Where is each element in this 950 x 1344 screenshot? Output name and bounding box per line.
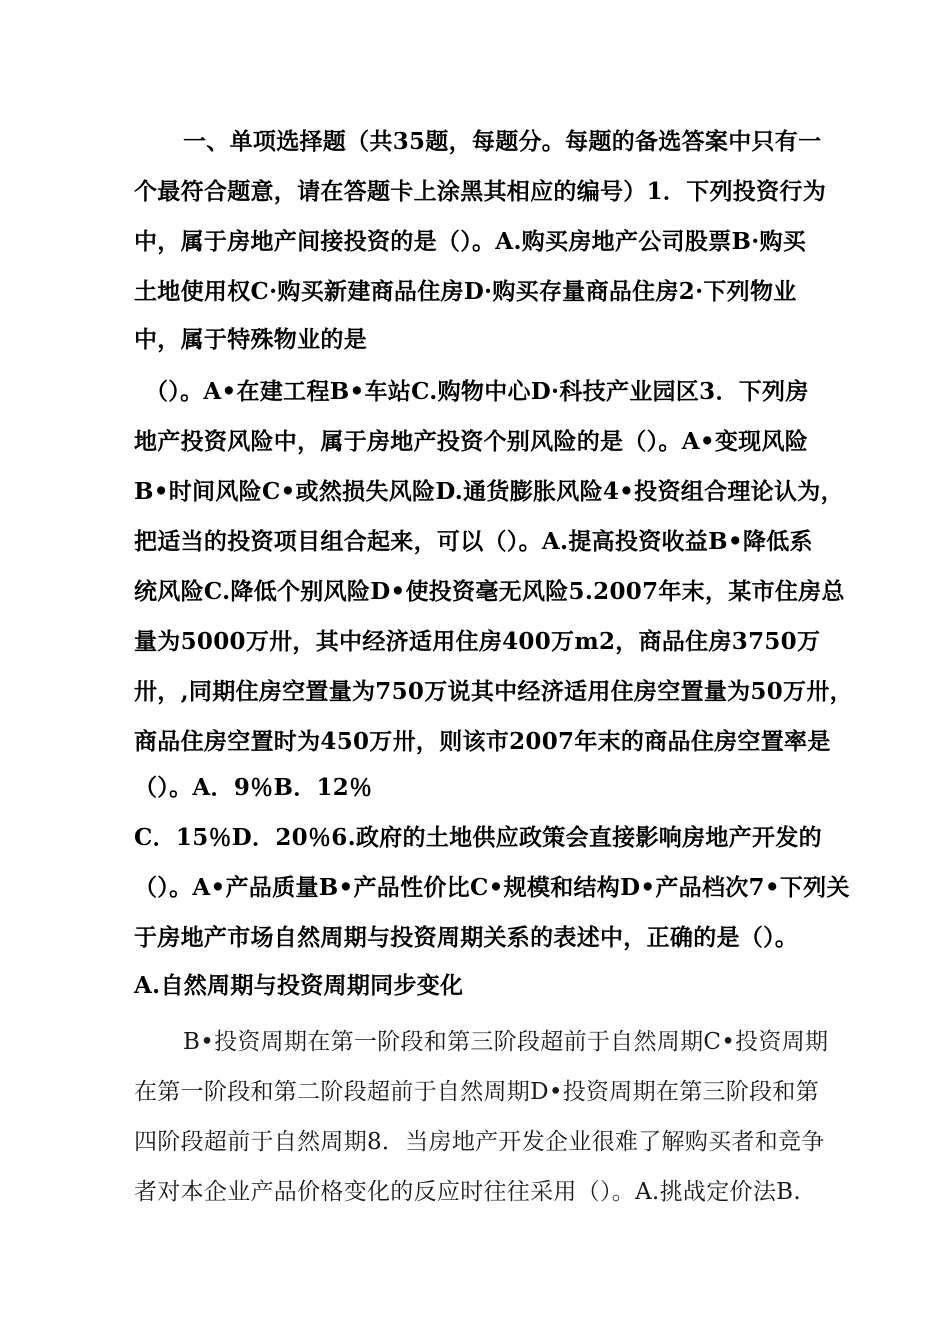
text-line: 卅，,同期住房空置量为750万说其中经济适用住房空置量为50万卅， (134, 678, 853, 705)
text-line: C．15％D．20％6.政府的土地供应政策会直接影响房地产开发的 (134, 824, 822, 851)
text-line: （）。A•产品质量B•产品性价比C•规模和结构D•产品档次7•下列关 (134, 874, 850, 901)
text-line: 把适当的投资项目组合起来，可以（）。A.提高投资收益B•降低系 (134, 528, 813, 555)
text-line: 者对本企业产品价格变化的反应时往往采用（）。A.挑战定价法B. (134, 1179, 801, 1205)
text-line: B•时间风险C•或然损失风险D.通货膨胀风险4•投资组合理论认为， (134, 478, 844, 505)
text-line: 商品住房空置时为450万卅，则该市2007年末的商品住房空置率是 (134, 728, 831, 755)
text-line: （）。A．9％B．12％ (134, 774, 373, 801)
text-line: 在第一阶段和第二阶段超前于自然周期D•投资周期在第三阶段和第 (134, 1079, 820, 1105)
text-line: 于房地产市场自然周期与投资周期关系的表述中，正确的是（）。 (134, 924, 799, 951)
text-line: （）。A•在建工程B•车站C.购物中心D·科技产业园区3．下列房 (145, 378, 809, 405)
text-line: 中，属于房地产间接投资的是（）。A.购买房地产公司股票B·购买 (134, 228, 807, 255)
text-line: 四阶段超前于自然周期8．当房地产开发企业很难了解购买者和竞争 (134, 1129, 825, 1155)
text-line: A.自然周期与投资周期同步变化 (134, 972, 464, 999)
text-line: 统风险C.降低个别风险D•使投资毫无风险5.2007年末，某市住房总 (134, 578, 845, 605)
text-line: B•投资周期在第一阶段和第三阶段超前于自然周期C•投资周期 (183, 1029, 829, 1055)
text-line: 土地使用权C·购买新建商品住房D·购买存量商品住房2·下列物业 (134, 278, 797, 305)
text-line: 地产投资风险中，属于房地产投资个别风险的是（）。A•变现风险 (134, 428, 809, 455)
text-line: 量为5000万卅，其中经济适用住房400万m2，商品住房3750万 (134, 628, 821, 655)
text-line: 中，属于特殊物业的是 (134, 326, 367, 353)
text-line: 一、单项选择题（共35题，每题分。每题的备选答案中只有一 (183, 128, 822, 155)
text-line: 个最符合题意，请在答题卡上涂黑其相应的编号）1．下列投资行为 (134, 178, 827, 205)
